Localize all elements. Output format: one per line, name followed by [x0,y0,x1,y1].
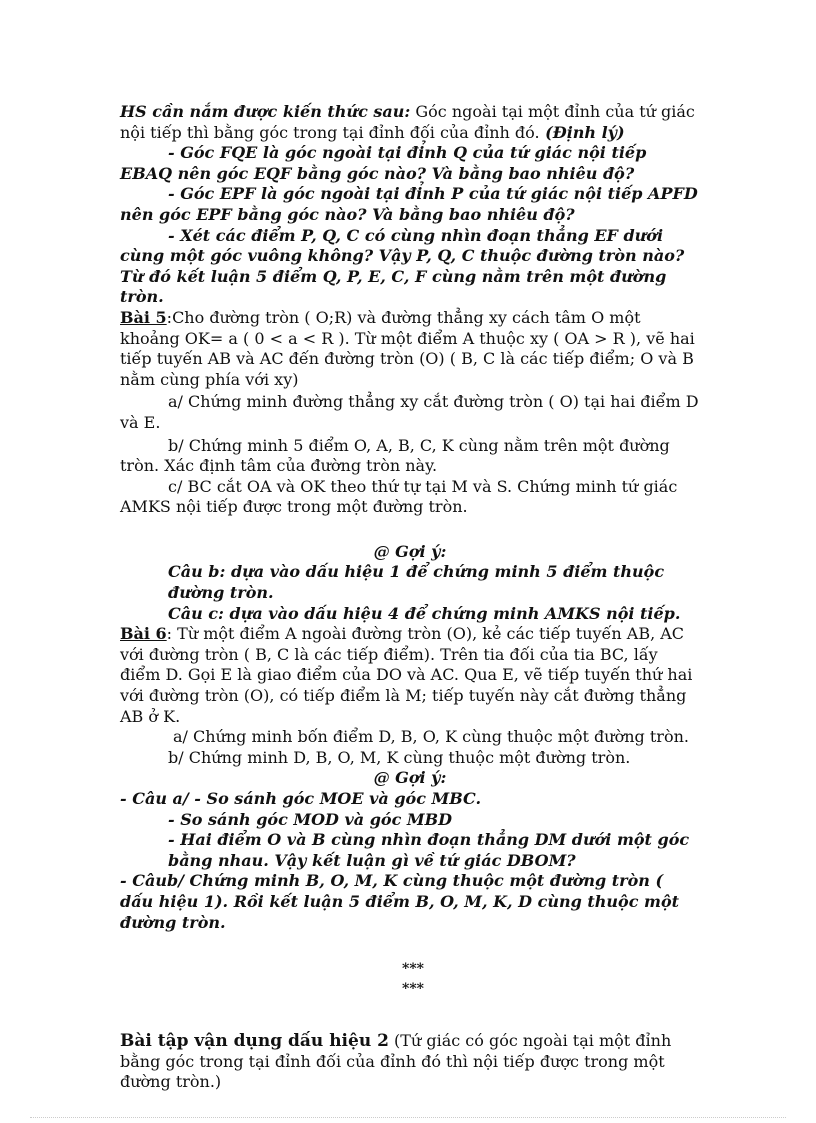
page-bottom-divider [30,1117,786,1118]
bai6-statement [120,624,700,727]
question-3: - Xét các điểm P, Q, C có cùng nhìn đoạn thẳng EF dưới cùng một góc vuông không? Vậy P, Q, C thuộc đường tròn nào? Từ đó kết luận 5 điểm Q, P, E, C, F cùng nằm trên một đường tròn. [120,225,685,307]
bai6-hint-b: - Câub/ Chứng minh B, O, M, K cùng thuộc một đường tròn ( dấu hiệu 1). Rồi kết luận 5 điểm B, O, M, K, D cùng thuộc một đường tròn. [120,871,680,932]
closing-text: (Tứ giác có góc ngoài tại một đỉnh bằng góc trong tại đỉnh đối của đỉnh đó thì nội tiếp được trong một đường tròn.) [120,1031,672,1092]
bai6-part-a: a/ Chứng minh bốn điểm D, B, O, K cùng thuộc một đường tròn. [173,727,689,747]
bai5-text: :Cho đường tròn ( O;R) và đường thẳng xy cách tâm O một khoảng OK= a ( 0 < a < R ). Từ một điểm A thuộc xy ( OA > R ), vẽ hai tiếp tuyến AB và AC đến đường tròn (O) ( B, C là các tiếp điểm; O và B nằm cùng phía với xy) [120,307,695,389]
intro-paragraph [120,102,700,143]
closing-paragraph [120,1031,700,1093]
bai6-text: : Từ một điểm A ngoài đường tròn (O), kẻ các tiếp tuyến AB, AC với đường tròn ( B, C là các tiếp điểm). Trên tia đối của tia BC, lấy điểm D. Gọi E là giao điểm của DO và AC. Qua E, vẽ tiếp tuyến thứ hai với đường tròn (O), có tiếp điểm là M; tiếp tuyến này cắt đường thẳng AB ở K. [120,624,693,726]
bai6-part-b: b/ Chứng minh D, B, O, M, K cùng thuộc một đường tròn. [168,747,631,767]
bai5-part-b: b/ Chứng minh 5 điểm O, A, B, C, K cùng nằm trên một đường tròn. Xác định tâm của đường tròn này. [120,435,670,476]
closing-title: Bài tập vận dụng dấu hiệu 2 [120,1031,389,1052]
separator-2: *** [402,981,424,998]
bai6-label: Bài 6 [120,624,167,644]
bai5-hint-b: Câu b: dựa vào dấu hiệu 1 để chứng minh 5 điểm thuộc đường tròn. [168,562,665,603]
question-1: - Góc FQE là góc ngoài tại đỉnh Q của tứ giác nội tiếp EBAQ nên góc EQF bằng góc nào? Và bằng bao nhiêu độ? [120,143,647,183]
bai5-statement [120,308,700,390]
bai5-label: Bài 5 [120,307,167,327]
bai6-hint-a-2: - So sánh góc MOD và góc MBD [168,809,452,829]
intro-lead: HS cần nắm được kiến thức sau: [120,102,411,121]
intro-note: (Định lý) [539,122,625,142]
question-2: - Góc EPF là góc ngoài tại đỉnh P của tứ giác nội tiếp APFD nên góc EPF bằng góc nào? Và bằng bao nhiêu độ? [120,184,698,224]
bai5-part-a: a/ Chứng minh đường thẳng xy cắt đường tròn ( O) tại hai điểm D và E. [120,392,699,432]
bai5-part-c: c/ BC cắt OA và OK theo thứ tự tại M và S. Chứng minh tứ giác AMKS nội tiếp được trong một đường tròn. [120,476,678,517]
bai5-hint-c: Câu c: dựa vào dấu hiệu 4 để chứng minh AMKS nội tiếp. [168,603,681,623]
bai6-hint-a-3: - Hai điểm O và B cùng nhìn đoạn thẳng DM dưới một góc bằng nhau. Vậy kết luận gì về tứ giác DBOM? [168,830,690,870]
bai6-hint-a-lead: - Câu a/ - So sánh góc MOE và góc MBC. [120,789,482,808]
bai5-hint-title: @ Gợi ý: [373,541,447,561]
bai6-hint-title: @ Gợi ý: [373,768,447,788]
document-page [120,102,700,1093]
separator-1: *** [402,961,424,978]
intro-text: Góc ngoài tại một đỉnh của tứ giác nội tiếp thì bằng góc trong tại đỉnh đối của đỉnh đó. [120,102,695,142]
